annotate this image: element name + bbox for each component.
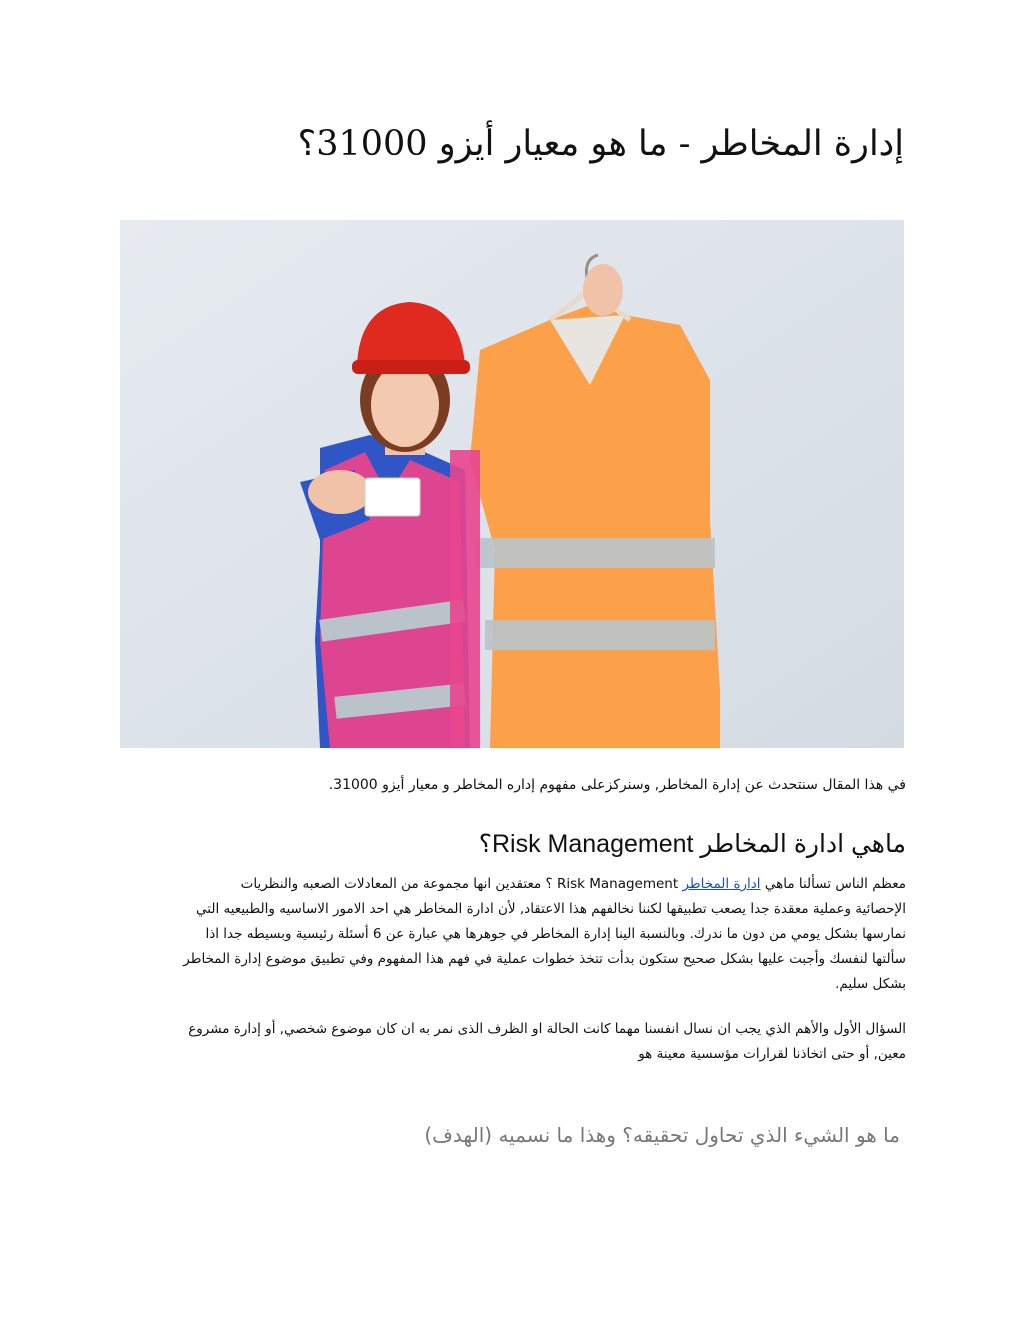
section-heading: ماهي ادارة المخاطر Risk Management؟ [478,830,906,858]
paragraph-line: نمارسها بشكل يومي من دون ما ندرك. وبالنسبة الينا إدارة المخاطر في جوهرها هي عبارة عن 6 أسئلة رئيسية وبسيطه جدا اذا [205,926,906,942]
paragraph-line [120,872,906,897]
paragraph-line: السؤال الأول والأهم الذي يجب ان نسال انفسنا مهما كانت الحالة او الظرف الذى نمر به ان كان موضوع شخصي, أو إدارة مشروع [188,1021,906,1037]
intro-paragraph: في هذا المقال سنتحدث عن إدارة المخاطر, وسنركزعلى مفهوم إداره المخاطر و معيار أيزو 31000. [328,777,906,793]
worker-with-safety-vests-photo [120,220,904,748]
paragraph-line: بشكل سليم. [835,976,906,992]
photo-illustration [120,220,904,748]
line-text: Risk Management ؟ معتقدين انها مجموعة من المعادلات الصعبه والنظريات [240,876,683,892]
paragraph-line: سألتها لنفسك وأجبت عليها بشكل صحيح ستكون بدأت تتخذ خطوات عملية في فهم هذا المفهوم وفي تطبيق موضوع إدارة المخاطر [183,951,906,967]
line-text: معظم الناس تسألنا ماهي [760,876,906,892]
page-title: إدارة المخاطر - ما هو معيار أيزو 31000؟ [297,124,904,164]
risk-management-link[interactable]: ادارة المخاطر [682,876,761,892]
goal-question: ما هو الشيء الذي تحاول تحقيقه؟ وهذا ما نسميه (الهدف) [424,1123,900,1147]
body-paragraph-1 [120,872,906,997]
paragraph-line: الإحصائية وعملية معقدة جدا يصعب تطبيقها لكننا نخالفهم هذا الاعتقاد, لأن ادارة المخاطر هي احد الامور الاساسيه والطبيعيه التي [196,901,906,917]
body-paragraph-2 [120,1017,906,1067]
paragraph-line: معين, أو حتى اتخاذنا لقرارات مؤسسية معينة هو [638,1046,906,1062]
